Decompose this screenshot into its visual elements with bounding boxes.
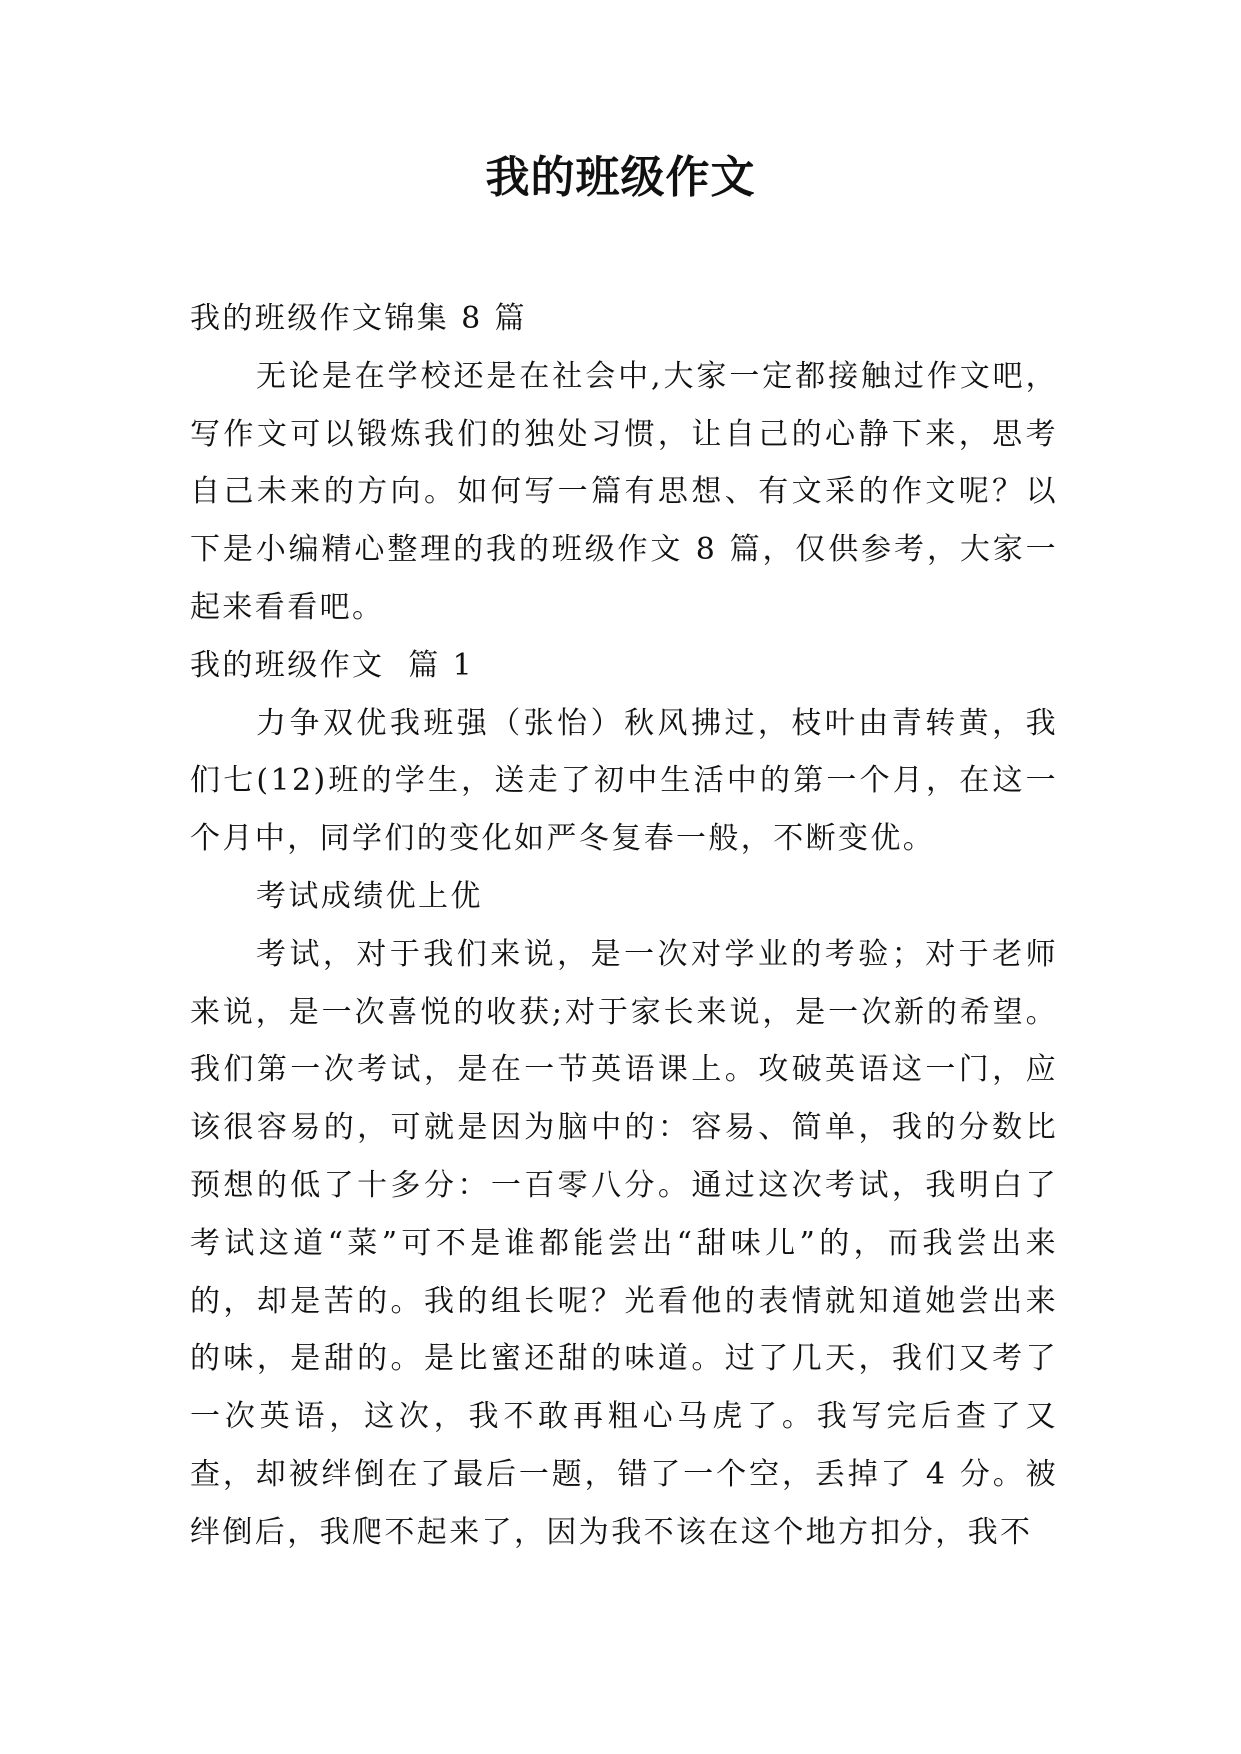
document-title: 我的班级作文: [485, 152, 756, 203]
intro-paragraph: 无论是在学校还是在社会中,大家一定都接触过作文吧，写作文可以锻炼我们的独处习惯，让自己的心静下来，思考自己未来的方向。如何写一篇有思想、有文采的作文呢？以下是小编精心整理的我的班级作文 8 篇，仅供参考，大家一起来看看吧。: [190, 358, 1058, 625]
collection-subtitle: 我的班级作文锦集 8 篇: [190, 301, 527, 336]
section-heading: 我的班级作文 篇 1: [190, 647, 475, 683]
document-body: [190, 290, 1058, 1562]
paragraph-1: 力争双优我班强（张怡）秋风拂过，枝叶由青转黄，我们七(12)班的学生，送走了初中生活中的第一个月，在这一个月中，同学们的变化如严冬复春一般，不断变优。: [190, 705, 1058, 857]
paragraph-2: 考试，对于我们来说，是一次对学业的考验；对于老师来说，是一次喜悦的收获;对于家长来说，是一次新的希望。我们第一次考试，是在一节英语课上。攻破英语这一门，应该很容易的，可就是因为脑中的：容易、简单，我的分数比预想的低了十多分：一百零八分。通过这次考试，我明白了考试这道“菜”可不是谁都能尝出“甜味儿”的，而我尝出来的，却是苦的。我的组长呢？光看他的表情就知道她尝出来的味，是甜的。是比蜜还甜的味道。过了几天，我们又考了一次英语，这次，我不敢再粗心马虎了。我写完后查了又查，却被绊倒在了最后一题，错了一个空，丢掉了 4 分。被绊倒后，我爬不起来了，因为我不该在这个地方扣分，我不: [190, 936, 1058, 1550]
subheading: 考试成绩优上优: [256, 878, 483, 914]
